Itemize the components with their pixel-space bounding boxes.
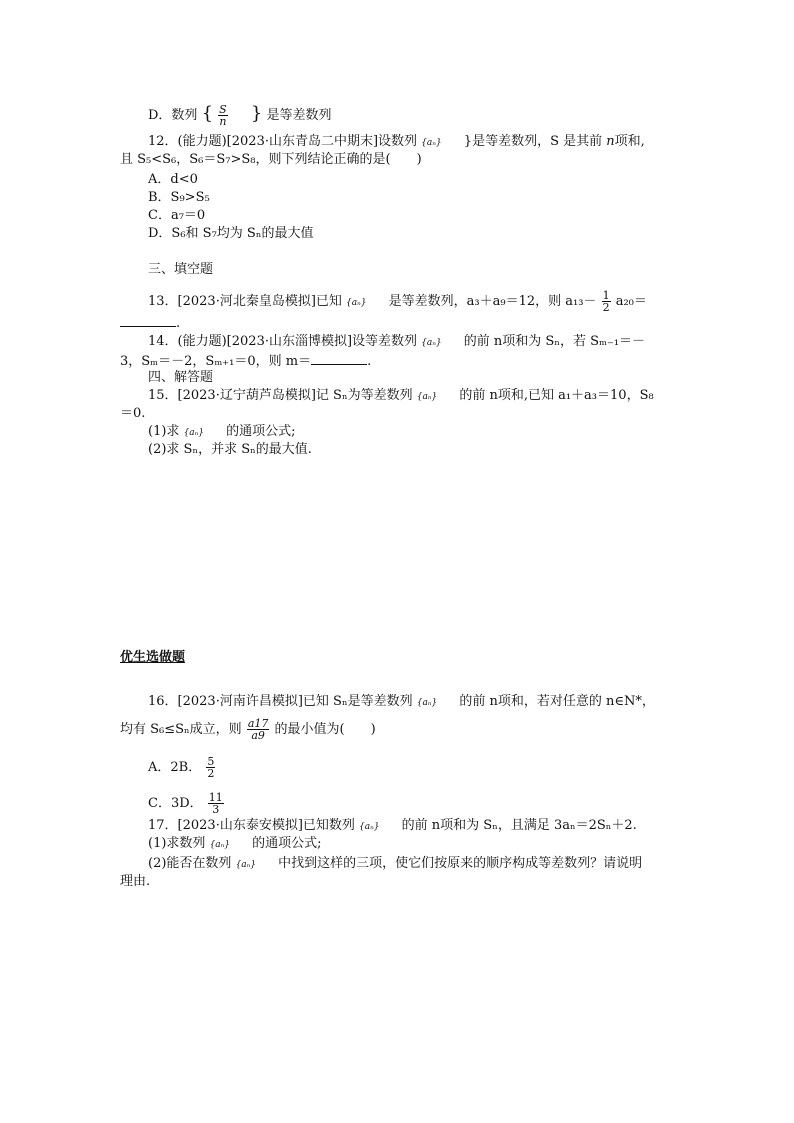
q16-opt-b-num: 5: [207, 755, 215, 768]
q11-option-d: D．数列 { $\frac{S}{n}$ } 是等差数列: [148, 103, 332, 128]
q16-opt-ab: A．2B．: [148, 760, 202, 775]
q16-text-d: 的最小值为( ): [274, 722, 376, 737]
q14-text-c: 3，Sₘ＝－2，Sₘ₊₁＝0，则 m＝: [120, 354, 312, 369]
q13-text-a: 13．[2023·河北秦皇岛模拟]已知: [148, 294, 342, 309]
q15-part1-a: (1)求: [148, 424, 180, 439]
section-solve-heading: 四、解答题: [148, 370, 214, 385]
q16-frac-num: a17: [247, 717, 269, 730]
q11d-frac-num: S: [219, 103, 227, 116]
q15-part1-b: 的通项公式;: [226, 424, 296, 439]
q13-seq: {aₙ}: [346, 298, 367, 308]
q16-opt-b-fraction: [206, 756, 215, 779]
q16-opt-d-num: 11: [208, 791, 223, 804]
q17-seq: {aₙ}: [359, 822, 380, 832]
q14-seq: {aₙ}: [421, 338, 442, 348]
q13-fraction: [602, 290, 611, 313]
q17-text-b: 的前 n项和为 Sₙ，且满足 3aₙ＝2Sₙ＋2.: [401, 818, 637, 833]
q16-options-ab: [148, 756, 216, 779]
q12-text-c: 是其前: [563, 134, 603, 149]
q14-answer-blank[interactable]: [311, 352, 367, 365]
q11d-fraction: [218, 104, 228, 127]
q16-text-a: 16．[2023·河南许昌模拟]已知 Sₙ是等差数列: [148, 694, 413, 709]
q16-opt-cd: C．3D．: [148, 796, 203, 811]
q17-line1: [148, 818, 637, 835]
q12-option-b: B．S₉>S₅: [148, 190, 210, 205]
q12-seq: {aₙ}: [421, 138, 442, 148]
q17-part2-b: 中找到这样的三项，使它们按原来的顺序构成等差数列？请说明: [278, 856, 643, 871]
q17-part1: [148, 836, 322, 853]
q17-part2: [148, 856, 642, 873]
q16-opt-d-den: 3: [212, 803, 220, 816]
q13-text-c: a₂₀＝: [615, 294, 647, 309]
q13-answer-blank[interactable]: [120, 314, 176, 327]
q17-part2-continued: 理由.: [120, 874, 151, 889]
q16-opt-b-den: 2: [207, 767, 215, 780]
q16-text-b: 的前 n项和，若对任意的 n∈N*，: [459, 694, 655, 709]
q16-frac-den: a9: [251, 729, 265, 742]
q14-end: .: [367, 354, 372, 369]
q16-seq: {aₙ}: [416, 698, 438, 708]
q15-text-b: 的前 n项和,已知 a₁＋a₃＝10，S₈: [459, 388, 654, 403]
q13-text-b: 是等差数列，a₃＋a₉＝12，则 a₁₃－: [388, 294, 597, 309]
q17-part2-a: (2)能否在数列: [148, 856, 232, 871]
q12-text-d: 项和,: [614, 134, 645, 149]
q16-options-cd: [148, 792, 225, 815]
q15-line1: [148, 388, 654, 405]
q12-line1: 12．(能力题)[2023·山东青岛二中期末]设数列 {aₙ} }是等差数列，S 是其前 n项和,: [148, 134, 645, 149]
q11d-prefix: D．数列: [148, 108, 198, 123]
q13-frac-num: 1: [602, 289, 610, 302]
q16-fraction: [247, 718, 270, 741]
q11d-frac-den: n: [219, 115, 227, 128]
q17-part1-b: 的通项公式;: [252, 836, 322, 851]
q15-part2: (2)求 Sₙ，并求 Sₙ的最大值.: [148, 442, 312, 457]
q11d-suffix: 是等差数列: [266, 108, 332, 123]
q15-text-a: 15．[2023·辽宁葫芦岛模拟]记 Sₙ为等差数列: [148, 388, 413, 403]
q15-seq2: {aₙ}: [183, 428, 205, 438]
q17-seq3: {aₙ}: [235, 860, 257, 870]
q14-text-b: 的前 n项和为 Sₙ，若 Sₘ₋₁＝－: [463, 334, 646, 349]
q12-text-a: 12．(能力题)[2023·山东青岛二中期末]设数列: [148, 134, 418, 149]
q16-text-c: 均有 S₆≤Sₙ成立，则: [120, 722, 242, 737]
q16-opt-d-fraction: [208, 792, 224, 815]
q15-part1: [148, 424, 296, 441]
q14-line1: [148, 334, 645, 351]
q12-line2: 且 S₅<S₆，S₆＝S₇>S₈，则下列结论正确的是( ): [120, 152, 422, 167]
q14-text-a: 14．(能力题)[2023·山东淄博模拟]设等差数列: [148, 334, 418, 349]
q16-line1: [148, 694, 655, 711]
q13-frac-den: 2: [602, 301, 610, 314]
q15-seq: {aₙ}: [416, 392, 438, 402]
q12-option-a: A．d<0: [148, 172, 198, 187]
q12-option-d: D．S₆和 S₇均为 Sₙ的最大值: [148, 226, 314, 241]
q15-line2: ＝0.: [120, 406, 146, 421]
q13-end: .: [176, 316, 181, 331]
q17-seq2: {aₙ}: [209, 840, 231, 850]
section-fill-in-heading: 三、填空题: [148, 262, 214, 277]
q13-line2: [120, 314, 180, 332]
q17-part1-a: (1)求数列: [148, 836, 206, 851]
q17-text-a: 17．[2023·山东泰安模拟]已知数列: [148, 818, 355, 833]
q14-line2: [120, 352, 371, 370]
q16-line2: [120, 718, 376, 741]
advanced-section-heading: 优生选做题: [120, 650, 186, 665]
q12-text-b: }是等差数列，S: [463, 134, 559, 149]
q13-line1: [148, 290, 647, 313]
q12-option-c: C．a₇＝0: [148, 208, 206, 223]
